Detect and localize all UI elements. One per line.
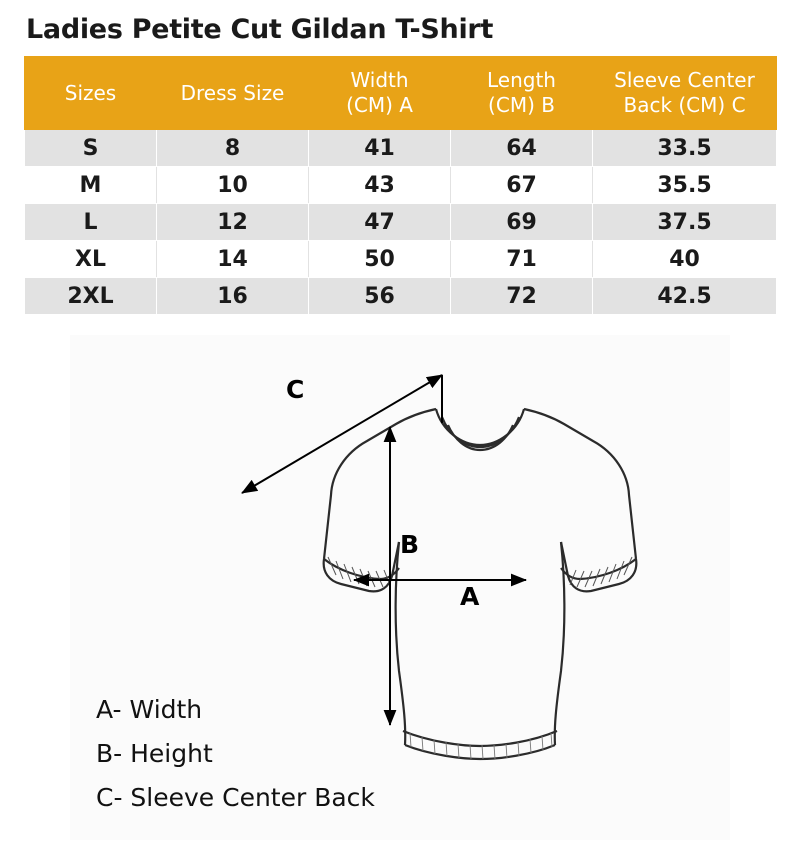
page-title: Ladies Petite Cut Gildan T-Shirt — [26, 14, 494, 45]
table-header-row — [25, 57, 777, 130]
table-row — [25, 130, 777, 167]
cell-sleeve: 42.5 — [593, 278, 777, 315]
cell-width: 50 — [309, 241, 451, 278]
cell-dress-size: 8 — [157, 130, 309, 167]
cell-width: 41 — [309, 130, 451, 167]
cell-dress-size: 14 — [157, 241, 309, 278]
cell-dress-size: 16 — [157, 278, 309, 315]
cell-dress-size: 10 — [157, 167, 309, 204]
cell-size: S — [25, 130, 157, 167]
cell-width: 56 — [309, 278, 451, 315]
column-header-length-line1: Length — [487, 68, 556, 92]
table-body — [25, 130, 777, 315]
cell-width: 47 — [309, 204, 451, 241]
cell-size: M — [25, 167, 157, 204]
table-row — [25, 204, 777, 241]
cell-length: 71 — [451, 241, 593, 278]
measure-label-c: C — [286, 375, 305, 404]
table-row — [25, 278, 777, 315]
legend-item-c: C- Sleeve Center Back — [96, 783, 375, 812]
table-row — [25, 241, 777, 278]
diagram-legend — [96, 688, 375, 820]
cell-size: XL — [25, 241, 157, 278]
cell-dress-size: 12 — [157, 204, 309, 241]
column-header-dress-size-line1: Dress Size — [180, 80, 285, 105]
table-header — [25, 57, 777, 130]
cell-size: 2XL — [25, 278, 157, 315]
cell-sleeve: 40 — [593, 241, 777, 278]
column-header-dress-size — [157, 57, 309, 130]
column-header-sleeve-line2: Back (CM) C — [623, 93, 746, 117]
column-header-width — [309, 57, 451, 130]
cell-size: L — [25, 204, 157, 241]
column-header-sleeve-line1: Sleeve Center — [614, 68, 755, 92]
column-header-sleeve-center-back — [593, 57, 777, 130]
size-table — [24, 56, 777, 315]
cell-length: 69 — [451, 204, 593, 241]
legend-item-a: A- Width — [96, 695, 203, 724]
legend-item-b: B- Height — [96, 739, 213, 768]
column-header-sizes-line1: Sizes — [64, 80, 117, 105]
column-header-width-line1: Width — [350, 68, 409, 92]
cell-sleeve: 33.5 — [593, 130, 777, 167]
measure-label-a: A — [460, 582, 480, 611]
column-header-length-line2: (CM) B — [488, 93, 555, 117]
table-row — [25, 167, 777, 204]
cell-length: 67 — [451, 167, 593, 204]
cell-sleeve: 37.5 — [593, 204, 777, 241]
cell-sleeve: 35.5 — [593, 167, 777, 204]
column-header-width-line2: (CM) A — [346, 93, 413, 117]
cell-length: 64 — [451, 130, 593, 167]
cell-width: 43 — [309, 167, 451, 204]
cell-length: 72 — [451, 278, 593, 315]
column-header-length — [451, 57, 593, 130]
measure-label-b: B — [400, 530, 420, 559]
column-header-sizes — [25, 57, 157, 130]
